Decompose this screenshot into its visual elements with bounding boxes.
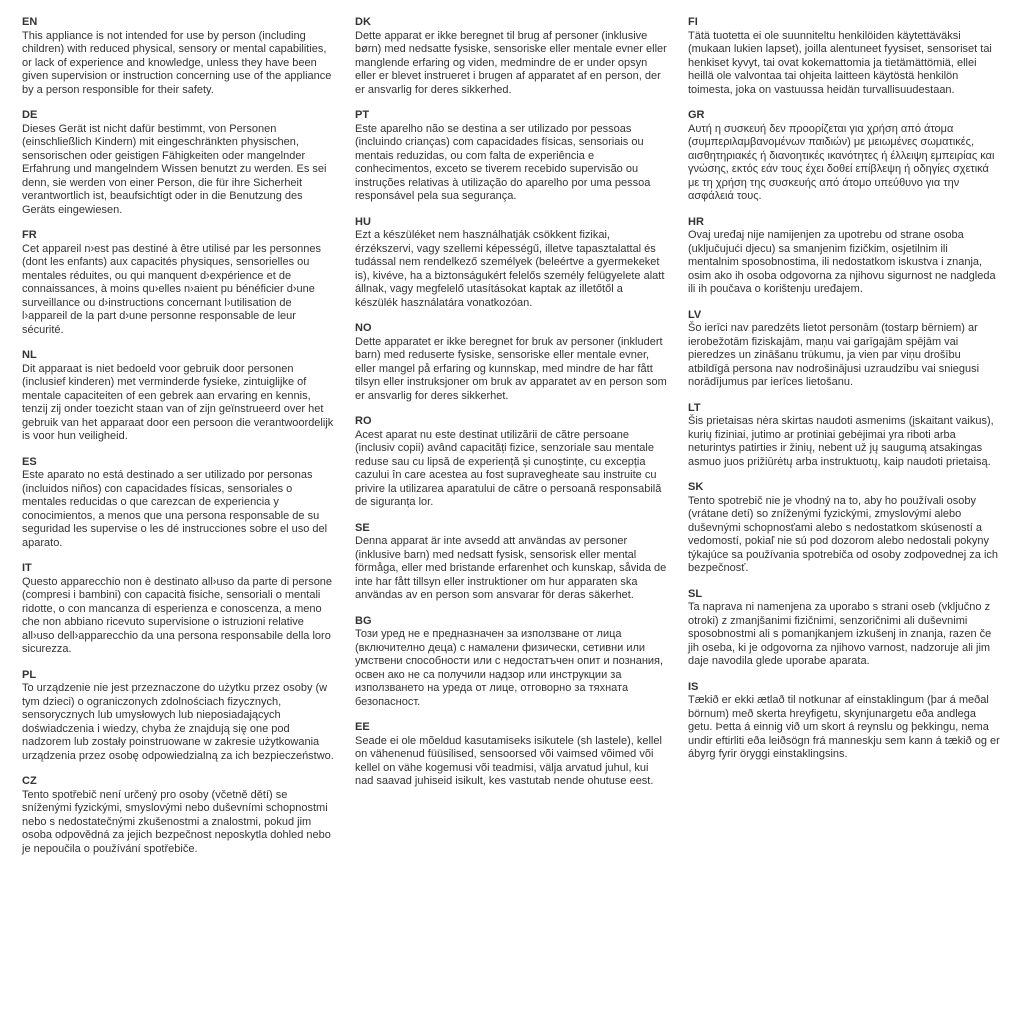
language-text: This appliance is not intended for use by person (including children) with reduced physical, sensory or mental capabilities, or lack of experience and knowledge, unless they have been given supervision or instruction concerning use of the appliance by a person responsible for their safety. — [22, 29, 332, 96]
language-code: GR — [688, 109, 705, 121]
language-section-ee — [355, 721, 667, 789]
language-text: Dieses Gerät ist nicht dafür bestimmt, von Personen (einschließlich Kindern) mit eingeschränkten physischen, sensorischen oder geistigen Fähigkeiten oder mangelnder Erfahrung und mangelndem Wissen benutzt zu werden. Es sei denn, sie werden von einer Person, die für ihre Sicherheit verantwortlich ist, beaufsichtigt oder in die Benutzung des Geräts eingewiesen. — [22, 122, 327, 216]
language-code: SK — [688, 481, 704, 493]
language-text: Šo ierīci nav paredzēts lietot personām (tostarp bērniem) ar ierobežotām fiziskajām, maņu vai garīgajām spējām vai pieredzes un zināšanu trūkumu, ja vien par viņu drošību atbildīgā persona nav nodrošinājusi uzraudzību vai sniegusi norādījumus par ierīces lietošanu. — [688, 322, 980, 388]
language-text: Tento spotřebič není určený pro osoby (včetně dětí) se sníženými fyzickými, smyslovými nebo duševními schopnostmi nebo s nedostatečnými zkušenostmi a znalostmi, pokud jim osoba odpovědná za jejich bezpečnost neposkytla dohled nebo je nepoučila o používání spotřebiče. — [22, 788, 331, 855]
language-text: Šis prietaisas nėra skirtas naudoti asmenims (įskaitant vaikus), kurių fiziniai, jutimo ar protiniai gebėjimai yra riboti arba neturintys patirties ir žinių, nebent už jų saugumą atsakingas asmuo juos prižiūrėtų arba instruktuotų, kaip naudoti prietaisą. — [688, 415, 994, 468]
language-text: Seade ei ole mõeldud kasutamiseks isikutele (sh lastele), kellel on vähenenud füüsilised, sensoorsed või vaimsed võimed või kellel on vähe kogemusi või teadmisi, välja arvatud juhul, kui nad saavad juhiseid isikult, kes vastutab nende ohutuse eest. — [355, 734, 662, 787]
language-section-fr — [22, 229, 334, 337]
language-text: Dit apparaat is niet bedoeld voor gebruik door personen (inclusief kinderen) met verminderde fysieke, zintuiglijke of mentale capaciteiten of een gebrek aan ervaring en kennis, tenzij zij onder toezicht staan van of zijn geïnstrueerd over het gebruik van het apparaat door een persoon die verantwoordelijk is voor hun veiligheid. — [22, 362, 334, 442]
column-left — [22, 16, 334, 1024]
language-code: FI — [688, 16, 698, 28]
language-text: Este aparelho não se destina a ser utilizado por pessoas (incluindo crianças) com capacidades físicas, sensoriais ou mentais reduzidas, ou com falta de experiência e conhecimentos, exceto se tiverem recebido supervisão ou instruções relativas à utilização do aparelho por uma pessoa responsável pela sua segurança. — [355, 122, 651, 202]
language-code: DE — [22, 109, 38, 121]
language-section-gr — [688, 109, 1000, 204]
language-text: Ta naprava ni namenjena za uporabo s strani oseb (vključno z otroki) z zmanjšanimi fizičnimi, senzoričnimi ali duševnimi sposobnostmi ali s pomanjkanjem izkušenj in znanja, razen če jih oseba, ki je odgovorna za njihovo varnost, nadzoruje ali jim daje navodila glede uporabe aparata. — [688, 601, 992, 667]
language-text: Cet appareil n›est pas destiné à être utilisé par les personnes (dont les enfants) aux capacités physiques, sensorielles ou mentales réduites, ou qui manquent d›expérience et de connaissances, à moins qu›elles n›aient pu bénéficier d›une surveillance ou d›instructions concernant l›utilisation de l›appareil de la part d›une personne responsable de leur sécurité. — [22, 242, 322, 336]
language-section-no — [355, 322, 667, 403]
language-section-nl — [22, 349, 334, 444]
language-code: BG — [355, 614, 372, 627]
language-text: Acest aparat nu este destinat utilizării de către persoane (inclusiv copii) având capacități fizice, senzoriale sau mentale reduse sau cu lipsă de experiență și cunoștințe, cu excepția cazului în care acestea au fost supravegheate sau instruite cu privire la utilizarea aparatului de către o persoană responsabilă de siguranța lor. — [355, 428, 662, 508]
column-right — [688, 16, 1000, 1024]
language-code: ES — [22, 455, 37, 468]
language-code: HR — [688, 215, 704, 228]
language-code: PL — [22, 668, 37, 681]
language-code: CZ — [22, 775, 37, 787]
language-code: LV — [688, 308, 702, 321]
column-middle — [355, 16, 667, 1024]
language-code: EN — [22, 16, 38, 28]
language-section-sl — [688, 588, 1000, 669]
language-text: Dette apparat er ikke beregnet til brug af personer (inklusive børn) med nedsatte fysiske, sensoriske eller mentale evner eller manglende erfaring og viden, medmindre de er under opsyn eller er blevet instrueret i brugen af apparatet af en person, der er ansvarlig for deres sikkerhed. — [355, 29, 667, 96]
language-section-ro — [355, 415, 667, 510]
language-code: SE — [355, 521, 370, 534]
language-text: Denna apparat är inte avsedd att användas av personer (inklusive barn) med nedsatt fysisk, sensorisk eller mental förmåga, eller med bristande erfarenhet och kunskap, såvida de inte har fått tillsyn eller instruktioner om hur apparaten ska användas av en person som ansvarar för deras säkerhet. — [355, 535, 667, 601]
language-text: To urządzenie nie jest przeznaczone do użytku przez osoby (w tym dzieci) o ograniczonych zdolnościach fizycznych, sensorycznych lub umysłowych lub nieposiadających doświadczenia i wiedzy, chyba że znajdują się one pod nadzorem lub zostały poinstruowane w zakresie użytkowania urządzenia przez osobę odpowiedzialną za ich bezpieczeństwo. — [22, 682, 334, 762]
language-code: SL — [688, 587, 703, 600]
language-code: IS — [688, 680, 699, 693]
language-text: Tento spotrebič nie je vhodný na to, aby ho používali osoby (vrátane detí) so zníženými fyzickými, zmyslovými alebo duševnými schopnosťami alebo s nedostatkom skúseností a vedomostí, pokiaľ nie sú pod dozorom alebo nedostali pokyny týkajúce sa používania spotrebiča od osoby zodpovednej za ich bezpečnosť. — [688, 494, 999, 574]
language-section-en — [22, 16, 334, 97]
language-code: LT — [688, 401, 701, 414]
language-code: NO — [355, 322, 372, 334]
language-code: FR — [22, 229, 37, 241]
language-section-dk — [355, 16, 667, 97]
language-section-fi — [688, 16, 1000, 97]
language-section-cz — [22, 775, 334, 856]
language-text: Tätä tuotetta ei ole suunniteltu henkilöiden käytettäväksi (mukaan lukien lapset), joilla alentuneet fyysiset, sensoriset tai henkiset kyvyt, tai ovat kokemattomia ja tietämättömiä, ellei heillä ole valvontaa tai ohjeita laitteen käytöstä henkilön toimesta, joka on vastuussa heidän turvallisuudestaan. — [688, 29, 992, 96]
language-section-es — [22, 456, 334, 551]
language-code: NL — [22, 349, 37, 361]
language-text: Този уред не е предназначен за използване от лица (включително деца) с намалени физически, сетивни или умствени способности или с недостатъчен опит и познания, освен ако не са получили надзор или инструкции за използването на уреда от лице, отговорно за тяхната безопасност. — [355, 628, 664, 708]
language-text: Ezt a készüléket nem használhatják csökkent fizikai, érzékszervi, vagy szellemi képességű, illetve tapasztalattal és tudással nem rendelkező személyek (beleértve a gyermekeket is), kivéve, ha a biztonságukért felelős személy felügyelete alatt állnak, vagy megfelelő utasításokat kaptak az illetőtől a készülék használatára vonatkozóan. — [355, 229, 665, 309]
language-section-se — [355, 522, 667, 603]
language-code: DK — [355, 16, 371, 28]
language-section-hr — [688, 216, 1000, 297]
language-section-it — [22, 562, 334, 657]
language-code: IT — [22, 562, 32, 574]
language-code: PT — [355, 109, 370, 121]
language-text: Dette apparatet er ikke beregnet for bruk av personer (inkludert barn) med reduserte fysiske, sensoriske eller mentale evner, eller mangel på erfaring og kunnskap, med mindre de har fått tilsyn eller instruksjoner om bruk av apparatet av en person som er ansvarlig for deres sikkerhet. — [355, 335, 667, 402]
language-section-de — [22, 109, 334, 217]
language-section-is — [688, 681, 1000, 762]
language-section-lv — [688, 309, 1000, 390]
language-section-hu — [355, 216, 667, 311]
language-section-lt — [688, 402, 1000, 470]
language-section-pl — [22, 669, 334, 764]
language-text: Tækið er ekki ætlað til notkunar af einstaklingum (þar á meðal börnum) með skerta hreyfigetu, skynjunargetu eða andlega getu. Þetta á einnig við um skort á reynslu og þekkingu, nema undir eftirliti eða leiðsögn frá manneskju sem kann á tækið og er ábyrg fyrir öryggi einstaklingsins. — [688, 694, 1000, 760]
language-text: Ovaj uređaj nije namijenjen za upotrebu od strane osoba (uključujući djecu) sa smanjenim fizičkim, osjetilnim ili mentalnim sposobnostima, ili nedostatkom iskustva i znanja, osim ako ih osoba odgovorna za njihovu sigurnost ne nadgleda ili ih poučava o korištenju uređajem. — [688, 229, 996, 295]
language-text: Este aparato no está destinado a ser utilizado por personas (incluidos niños) con capacidades físicas, sensoriales o mentales reducidas o que carezcan de experiencia y conocimientos, a menos que una persona responsable de su seguridad les supervise o les dé instrucciones sobre el uso del aparato. — [22, 469, 328, 549]
language-text: Questo apparecchio non è destinato all›uso da parte di persone (compresi i bambini) con capacità fisiche, sensoriali o mentali ridotte, o con mancanza di esperienza e conoscenza, a meno che non abbiano ricevuto supervisione o istruzioni relative all›uso dell›apparecchio da una persona responsabile della loro sicurezza. — [22, 575, 333, 655]
language-code: RO — [355, 415, 372, 427]
language-text: Αυτή η συσκευή δεν προορίζεται για χρήση από άτομα (συμπεριλαμβανομένων παιδιών) με μειωμένες σωματικές, αισθητηριακές ή διανοητικές ικανότητες ή έλλειψη εμπειρίας και γνώσης, εκτός εάν τους έχει δοθεί επίβλεψη ή οδηγίες σχετικά με τη χρήση της συσκευής από άτομο υπεύθυνο για την ασφάλειά τους. — [688, 122, 995, 202]
language-section-sk — [688, 481, 1000, 576]
language-code: HU — [355, 215, 371, 228]
language-section-bg — [355, 615, 667, 710]
language-section-pt — [355, 109, 667, 204]
language-code: EE — [355, 721, 370, 733]
